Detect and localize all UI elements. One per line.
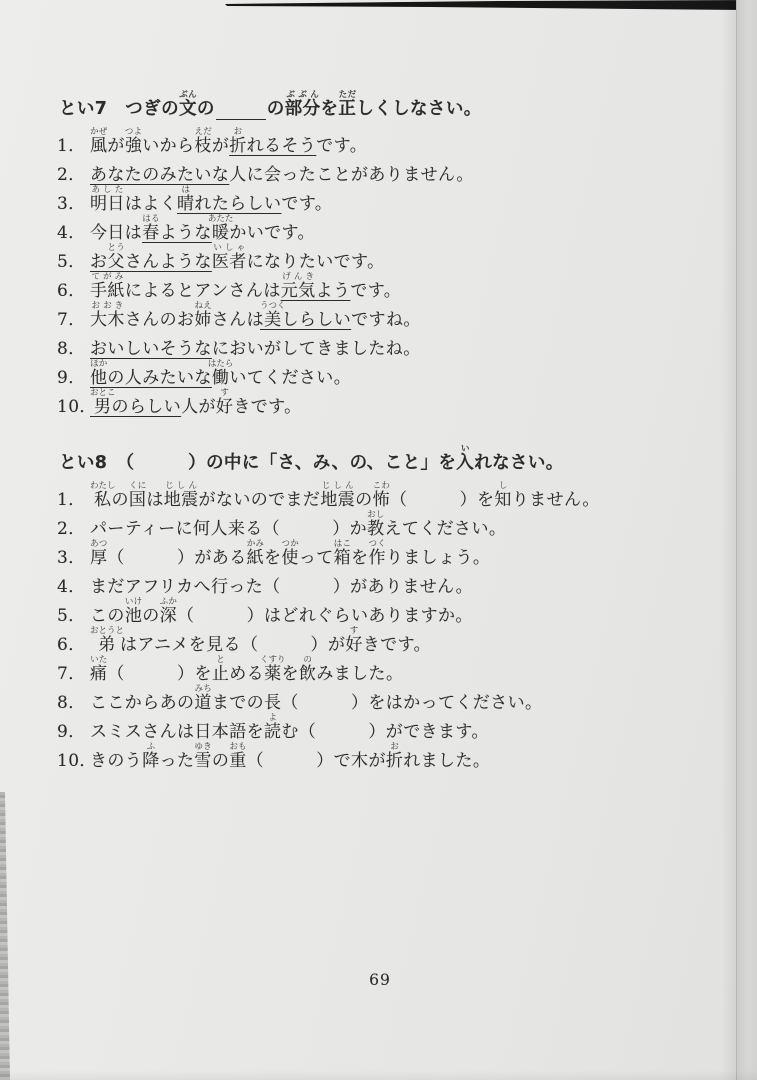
- text-segment: パーティーに何人来る（ ）か: [90, 519, 368, 539]
- text-segment: 作つく: [368, 539, 386, 568]
- underlined-text: 折お: [229, 127, 247, 156]
- item-text: [90, 160, 474, 185]
- item-text: [90, 388, 302, 417]
- underlined-text: れたらしい: [194, 194, 282, 214]
- text-segment: （ ）を: [389, 490, 495, 510]
- text-segment: ここからあの: [90, 693, 195, 713]
- text-segment: いから: [142, 136, 195, 156]
- item-number: 1．: [57, 136, 86, 156]
- text-segment: 深ふか: [159, 597, 178, 626]
- text-segment: む（ ）ができます。: [281, 722, 489, 742]
- text-segment: 今日は: [90, 223, 143, 243]
- text-segment: 姉ねえ: [194, 301, 212, 330]
- underlined-text: 晴は: [177, 185, 195, 214]
- text-segment: める: [229, 664, 265, 684]
- item-number: 9．: [57, 368, 86, 388]
- text-segment: 怖こわ: [372, 481, 390, 510]
- item-number: 10．: [57, 751, 97, 771]
- item-text: [90, 597, 473, 626]
- underlined-text: おいしいそうな: [90, 339, 212, 359]
- text-segment: 弟おとうと: [90, 626, 125, 655]
- item-text: [90, 572, 473, 597]
- item-text: [90, 301, 421, 330]
- item-number: 7．: [57, 664, 86, 684]
- text-segment: においがしてきましたね。: [211, 339, 421, 359]
- text-segment: 池いけ: [124, 597, 143, 626]
- text-segment: さんは: [211, 310, 265, 330]
- text-segment: 使つか: [281, 539, 299, 568]
- text-segment: とい8 （ ）の中に「さ、み、の、こと」を: [59, 453, 457, 473]
- exercise-item: [57, 655, 717, 684]
- text-segment: 人に会ったことがありません。: [229, 165, 474, 185]
- text-segment: を: [264, 548, 282, 568]
- exercise-item: [57, 127, 717, 156]
- text-segment: の: [211, 751, 230, 771]
- item-text: [90, 214, 315, 243]
- text-segment: を: [351, 548, 369, 568]
- text-segment: いてください。: [229, 368, 352, 388]
- text-segment: 国くに: [128, 481, 147, 510]
- exercise-item: [57, 510, 717, 539]
- text-segment: （ ）がある: [107, 548, 247, 568]
- text-segment: 読よ: [264, 713, 282, 742]
- text-segment: みました。: [316, 664, 404, 684]
- text-segment: 好す: [345, 626, 363, 655]
- item-number: 5．: [57, 606, 86, 626]
- text-segment: 入い: [456, 444, 475, 473]
- item-text: [90, 127, 367, 156]
- exercise-item: [57, 359, 717, 388]
- text-segment: までの長（ ）をはかってください。: [211, 693, 543, 713]
- text-segment: 医者いしゃ: [211, 243, 247, 272]
- item-text: [90, 272, 401, 301]
- text-segment: 強つよ: [124, 127, 143, 156]
- text-segment: （ ）で木が: [246, 751, 386, 771]
- text-segment: （ ）を: [107, 664, 212, 684]
- underlined-text: 春はる: [142, 214, 160, 243]
- text-segment: 明日あした: [90, 185, 125, 214]
- underlined-text: 父とう: [107, 243, 125, 272]
- text-segment: った: [159, 751, 195, 771]
- item-text: [90, 539, 490, 568]
- exercise-item: [57, 330, 717, 359]
- text-segment: の: [196, 99, 215, 119]
- text-segment: が: [107, 136, 125, 156]
- item-text: [90, 481, 600, 510]
- item-text: [90, 655, 403, 684]
- text-segment: 雪ゆき: [194, 742, 212, 771]
- text-segment: りましょう。: [385, 548, 491, 568]
- text-segment: 枝えだ: [194, 127, 212, 156]
- exercise-item: [57, 481, 717, 510]
- text-segment: 暖あたた: [207, 214, 234, 243]
- exercise-item: [57, 156, 717, 185]
- text-segment: の: [355, 490, 373, 510]
- text-segment: 飲の: [298, 655, 317, 684]
- text-segment: を: [281, 664, 299, 684]
- text-segment: 部分ぶぶん: [284, 90, 321, 119]
- text-segment: れなさい。: [474, 453, 564, 473]
- text-segment: えてください。: [384, 519, 507, 539]
- text-segment: 折お: [385, 742, 404, 771]
- exercise-item: [57, 243, 717, 272]
- item-number: 8．: [57, 339, 86, 359]
- exercise-item: [57, 539, 717, 568]
- item-text: [90, 359, 351, 388]
- item-number: 3．: [57, 548, 86, 568]
- underlined-text: 元気げんき: [280, 272, 316, 301]
- text-segment: はアニメを見る（ ）が: [120, 635, 346, 655]
- item-text: [90, 510, 506, 539]
- exercise-item: [57, 214, 717, 243]
- text-segment: 大木おおき: [90, 301, 125, 330]
- text-segment: の: [142, 606, 160, 626]
- text-segment: 道みち: [194, 684, 212, 713]
- exercise-item: [57, 185, 717, 214]
- item-number: 4．: [57, 577, 86, 597]
- text-segment: きのう: [90, 751, 143, 771]
- text-segment: 薬くすり: [260, 655, 286, 684]
- text-segment: 私わたし: [90, 481, 116, 510]
- underlined-text: よう: [315, 281, 351, 301]
- text-segment: しくしなさい。: [356, 99, 482, 119]
- underlined-text: あなたのみたいな: [90, 165, 230, 185]
- underlined-text: 美うつく: [260, 301, 286, 330]
- text-segment: 重おも: [229, 742, 247, 771]
- item-text: [90, 626, 431, 655]
- text-segment: 文ぶん: [178, 90, 197, 119]
- exercise-item: [57, 301, 717, 330]
- item-number: 7．: [57, 310, 86, 330]
- section-toi7-title: [59, 86, 717, 120]
- text-segment: って: [298, 548, 334, 568]
- exercise-item: [57, 388, 717, 417]
- text-segment: 教おし: [367, 510, 385, 539]
- text-segment: 知し: [494, 481, 512, 510]
- item-text: [90, 334, 421, 359]
- underlined-text: のらしい: [111, 397, 182, 417]
- item-number: 2．: [57, 165, 86, 185]
- text-segment: かいです。: [229, 223, 315, 243]
- text-segment: を: [320, 99, 339, 119]
- item-number: 9．: [57, 722, 86, 742]
- text-segment: 風かぜ: [90, 127, 108, 156]
- text-segment: 厚あつ: [90, 539, 108, 568]
- text-segment: 手紙てがみ: [90, 272, 125, 301]
- exercise-item: [57, 713, 717, 742]
- text-segment: れました。: [403, 751, 491, 771]
- item-number: 4．: [57, 223, 86, 243]
- text-segment: とい7 つぎの: [59, 99, 179, 119]
- item-text: [90, 243, 384, 272]
- exercise-item: [57, 272, 717, 301]
- item-number: 6．: [57, 635, 86, 655]
- item-number: 6．: [57, 281, 86, 301]
- text-segment: きです。: [362, 635, 432, 655]
- text-segment: ですね。: [351, 310, 421, 330]
- item-number: 10．: [57, 397, 97, 417]
- fill-in-blank: [216, 106, 266, 120]
- exercise-item: [57, 684, 717, 713]
- text-segment: です。: [281, 194, 333, 214]
- text-segment: になりたいです。: [246, 252, 385, 272]
- text-segment: 好す: [215, 388, 234, 417]
- text-segment: この: [90, 606, 125, 626]
- text-segment: 地震じしん: [163, 481, 199, 510]
- text-segment: です。: [316, 136, 368, 156]
- underlined-text: しらしい: [281, 310, 352, 330]
- text-segment: 降ふ: [142, 742, 160, 771]
- text-segment: きです。: [233, 397, 302, 417]
- item-text: [90, 742, 490, 771]
- underlined-text: れるそう: [246, 136, 317, 156]
- text-segment: によるとアンさんは: [124, 281, 281, 301]
- text-segment: まだアフリカへ行った（ ）がありません。: [90, 577, 473, 597]
- underlined-text: 男おとこ: [90, 388, 116, 417]
- section-toi8-title: [59, 440, 717, 474]
- text-segment: さんのお: [124, 310, 195, 330]
- text-segment: 止と: [211, 655, 230, 684]
- underlined-text: 他ほか: [90, 359, 108, 388]
- exercise-list-toi7: [57, 127, 717, 417]
- text-segment: は: [146, 490, 164, 510]
- text-segment: 痛いた: [90, 655, 108, 684]
- underlined-text: さんような: [124, 252, 212, 272]
- item-number: 5．: [57, 252, 86, 272]
- item-number: 1．: [57, 490, 86, 510]
- text-segment: はよく: [124, 194, 178, 214]
- section-toi8: [57, 440, 717, 771]
- text-segment: 人が: [181, 397, 216, 417]
- exercise-item: [57, 597, 717, 626]
- text-segment: 箱はこ: [333, 539, 352, 568]
- exercise-item: [57, 568, 717, 597]
- text-segment: 地震じしん: [320, 481, 356, 510]
- text-segment: りません。: [511, 490, 600, 510]
- text-segment: の: [266, 99, 285, 119]
- underlined-text: ような: [159, 223, 212, 243]
- text-segment: 紙かみ: [246, 539, 265, 568]
- item-number: 2．: [57, 519, 86, 539]
- text-segment: がないのでまだ: [198, 490, 321, 510]
- item-text: [90, 684, 542, 713]
- item-number: 8．: [57, 693, 86, 713]
- item-text: [90, 713, 489, 742]
- text-segment: の: [111, 490, 129, 510]
- text-segment: （ ）はどれぐらいありますか。: [177, 606, 473, 626]
- exercise-item: [57, 742, 717, 771]
- text-segment: です。: [350, 281, 402, 301]
- page-number: 69: [369, 971, 391, 989]
- text-segment: が: [211, 136, 230, 156]
- exercise-list-toi8: [57, 481, 717, 771]
- section-toi7: [57, 86, 717, 417]
- underlined-text: お: [90, 252, 108, 272]
- text-segment: 正ただ: [338, 90, 357, 119]
- item-text: [90, 185, 332, 214]
- text-segment: スミスさんは日本語を: [90, 722, 264, 742]
- item-number: 3．: [57, 194, 86, 214]
- underlined-text: の人みたいな: [107, 368, 212, 388]
- exercise-item: [57, 626, 717, 655]
- text-segment: 働はたら: [207, 359, 234, 388]
